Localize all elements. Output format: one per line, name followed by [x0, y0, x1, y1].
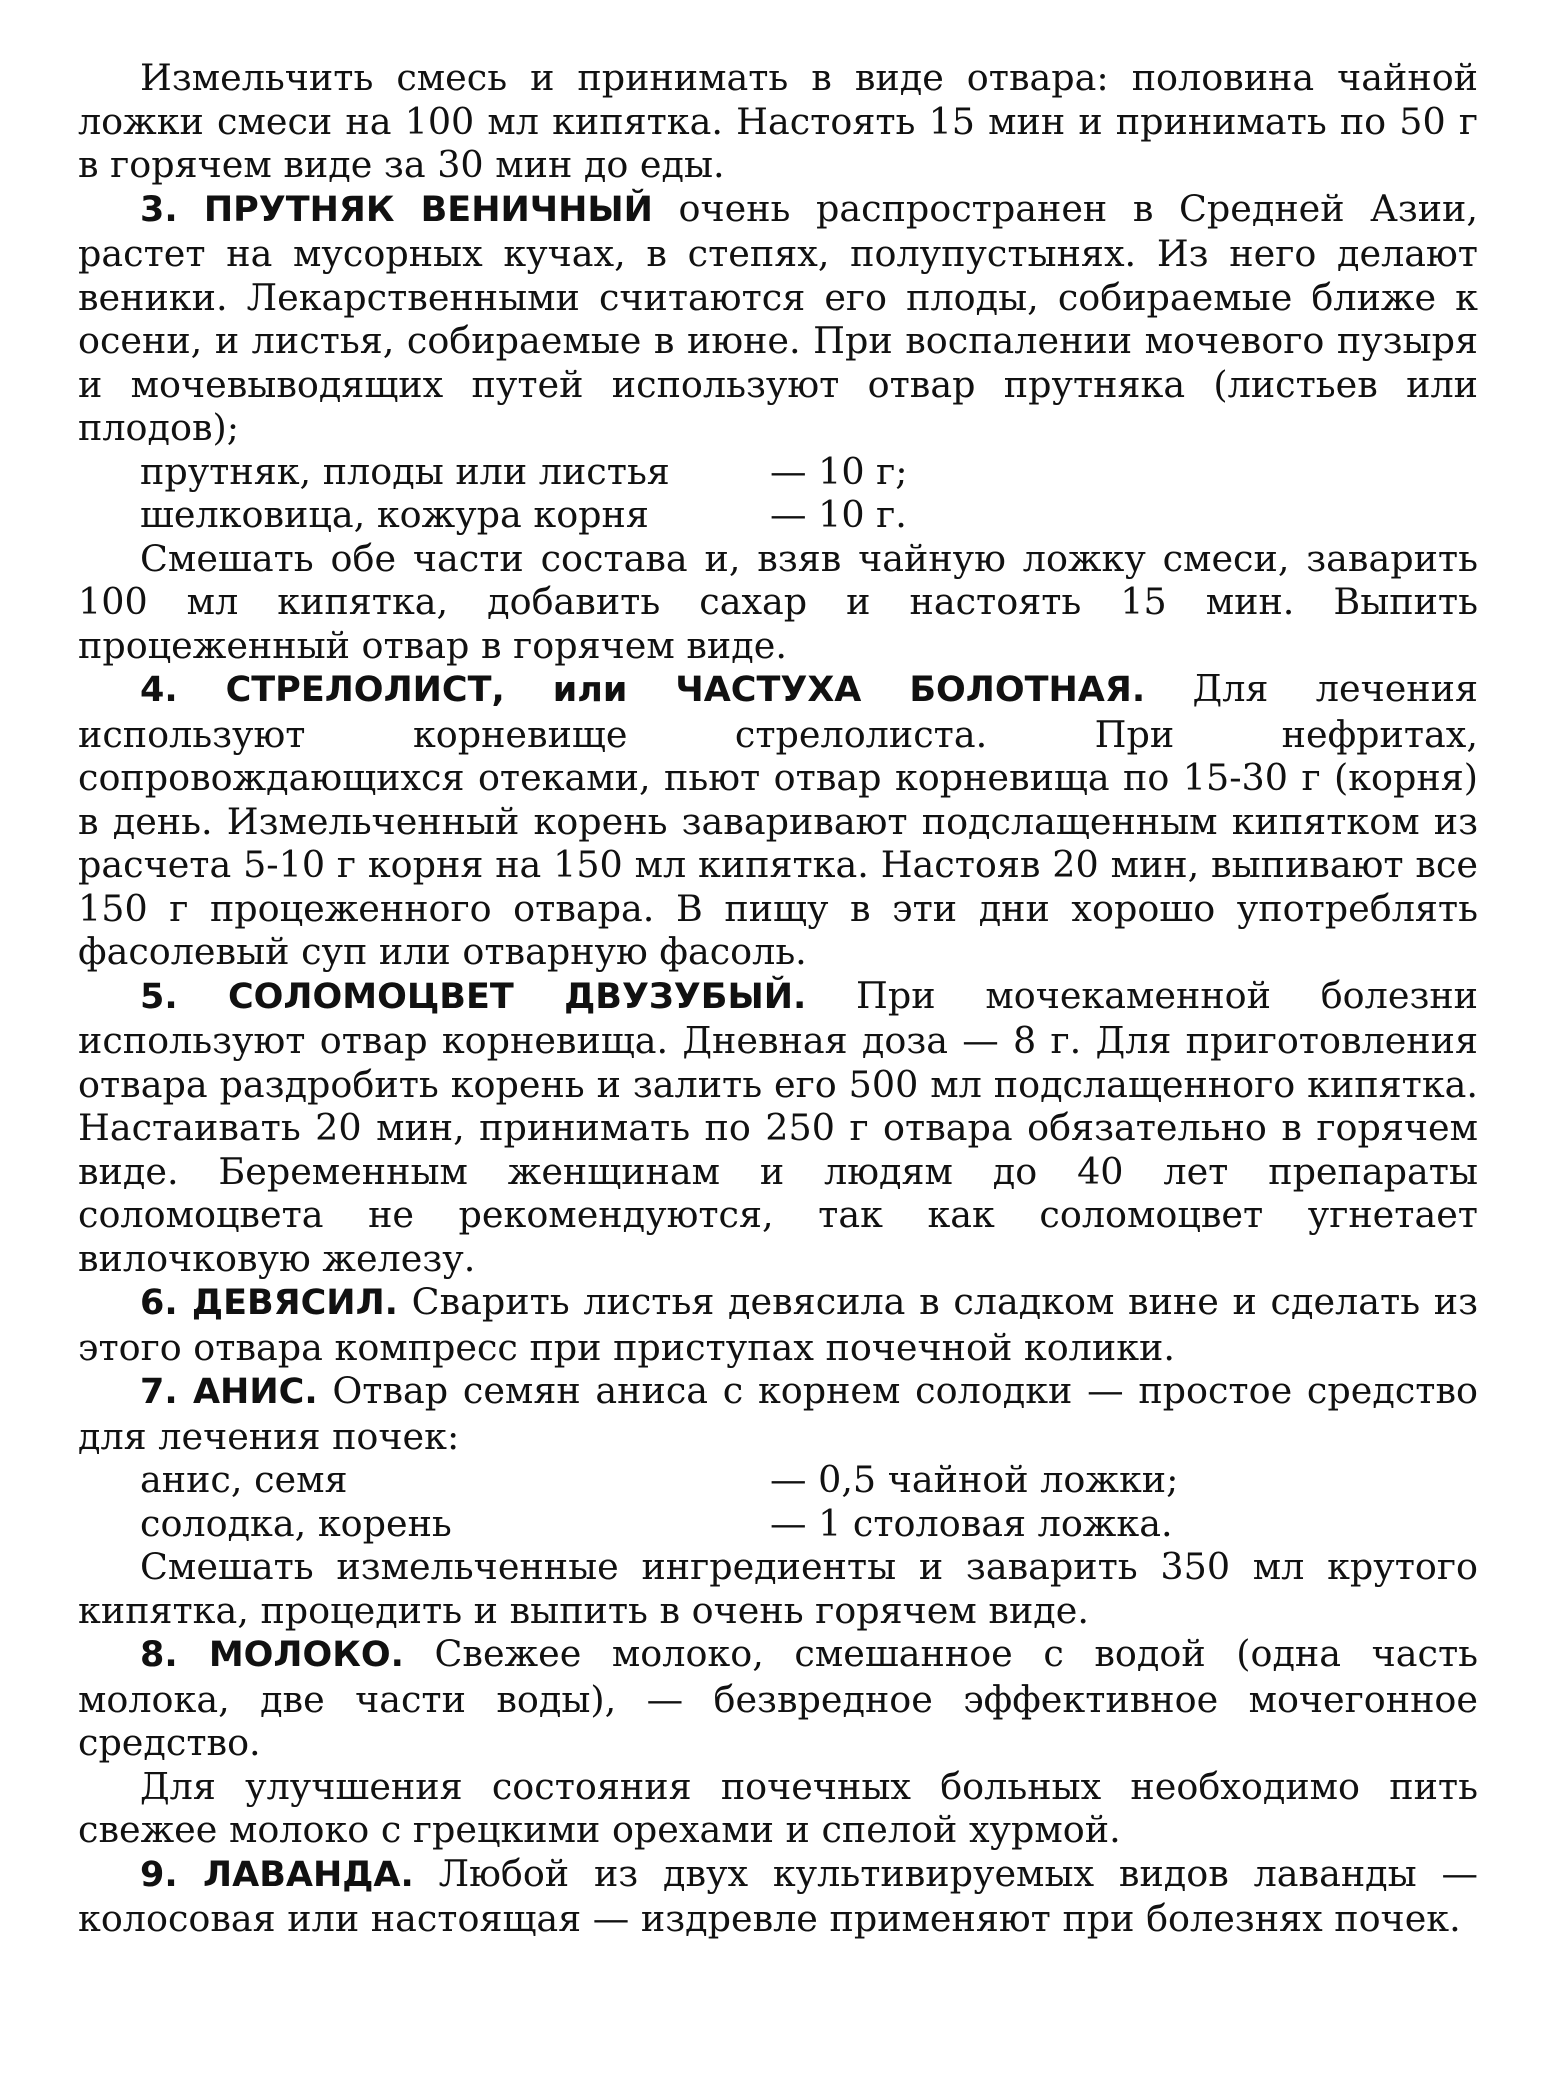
section-5-text: При мочекаменной болезни используют отвар корневища. Дневная доза — 8 г. Для приготовления отвара раздробить корень и залить его 500 мл подслащенного кипятка. Настаивать 20 мин, принимать по 250 г отвара обязательно в горячем виде. Беременным женщинам и людям до 40 лет препараты соломоцвета не рекомендуются, так как соломоцвет угнетает вилочковую железу.: [78, 973, 1479, 1280]
section-3-text: очень распространен в Средней Азии, растет на мусорных кучах, в степях, полупустынях. Из него делают веники. Лекарственными считаются его плоды, собираемые ближе к осени, и листья, собираемые в июне. При воспалении мочевого пузыря и мочевыводящих путей используют отвар прутняка (листьев или плодов);: [78, 186, 1478, 449]
section-8-paragraph: [78, 1632, 1478, 1765]
recipe-ingredient: анис, семя: [140, 1458, 348, 1501]
section-3-title: 3. ПРУТНЯК ВЕНИЧНЫЙ: [140, 189, 653, 230]
section-9-text: Любой из двух культивируемых видов лаванды — колосовая или настоящая — издревле применяют при болезнях почек.: [78, 1851, 1478, 1940]
section-9-title: 9. ЛАВАНДА.: [140, 1854, 414, 1895]
recipe-amount: — 10 г.: [770, 493, 907, 536]
section-7-text: Отвар семян аниса с корнем солодки — простое средство для лечения почек:: [78, 1369, 1478, 1458]
section-3-recipe: [78, 450, 1478, 537]
section-8-extra: Для улучшения состояния почечных больных необходимо пить свежее молоко с грецкими орехами и спелой хурмой.: [78, 1764, 1478, 1851]
section-7-paragraph: [78, 1369, 1478, 1458]
section-4-paragraph: [78, 667, 1478, 974]
section-3-paragraph: [78, 187, 1478, 450]
recipe-amount: — 0,5 чайной ложки;: [770, 1458, 1179, 1501]
section-7-instructions: Смешать измельченные ингредиенты и заварить 350 мл крутого кипятка, процедить и выпить в очень горячем виде.: [78, 1545, 1478, 1632]
recipe-row: [140, 450, 1478, 494]
section-6-paragraph: [78, 1280, 1478, 1369]
section-5-title: 5. СОЛОМОЦВЕТ ДВУЗУБЫЙ.: [140, 976, 807, 1017]
intro-paragraph: Измельчить смесь и принимать в виде отвара: половина чайной ложки смеси на 100 мл кипятка. Настоять 15 мин и принимать по 50 г в горячем виде за 30 мин до еды.: [78, 56, 1478, 186]
recipe-ingredient: солодка, корень: [140, 1501, 452, 1545]
book-page: [78, 56, 1478, 1941]
section-7-title: 7. АНИС.: [140, 1372, 318, 1412]
section-3-instructions: Смешать обе части состава и, взяв чайную ложку смеси, заварить 100 мл кипятка, добавить сахар и настоять 15 мин. Выпить процеженный отвар в горячем виде.: [78, 536, 1478, 667]
section-4-title: 4. СТРЕЛОЛИСТ, или ЧАСТУХА БОЛОТНАЯ.: [140, 670, 1146, 710]
recipe-ingredient: прутняк, плоды или листья: [140, 449, 670, 493]
section-8-title: 8. МОЛОКО.: [140, 1635, 404, 1675]
section-7-recipe: [78, 1458, 1478, 1545]
recipe-row: [140, 1502, 1478, 1546]
section-6-text: Сварить листья девясила в сладком вине и сделать из этого отвара компресс при приступах почечной колики.: [78, 1280, 1478, 1369]
recipe-row: [140, 1458, 1478, 1502]
recipe-row: [140, 493, 1478, 537]
section-6-title: 6. ДЕВЯСИЛ.: [140, 1283, 398, 1323]
section-4-text: Для лечения используют корневище стрелолиста. При нефритах, сопровождающихся отеками, пьют отвар корневища по 15-30 г (корня) в день. Измельченный корень заваривают подслащенным кипятком из расчета 5-10 г корня на 150 мл кипятка. Настояв 20 мин, выпивают все 150 г процеженного отвара. В пищу в эти дни хорошо употреблять фасолевый суп или отварную фасоль.: [78, 667, 1478, 973]
recipe-amount: — 1 столовая ложка.: [770, 1501, 1173, 1545]
section-9-paragraph: [78, 1852, 1478, 1941]
recipe-amount: — 10 г;: [770, 449, 908, 493]
recipe-ingredient: шелковица, кожура корня: [140, 493, 649, 536]
section-5-paragraph: [78, 974, 1478, 1281]
section-8-text: Свежее молоко, смешанное с водой (одна часть молока, две части воды), — безвредное эффективное мочегонное средство.: [78, 1632, 1479, 1764]
